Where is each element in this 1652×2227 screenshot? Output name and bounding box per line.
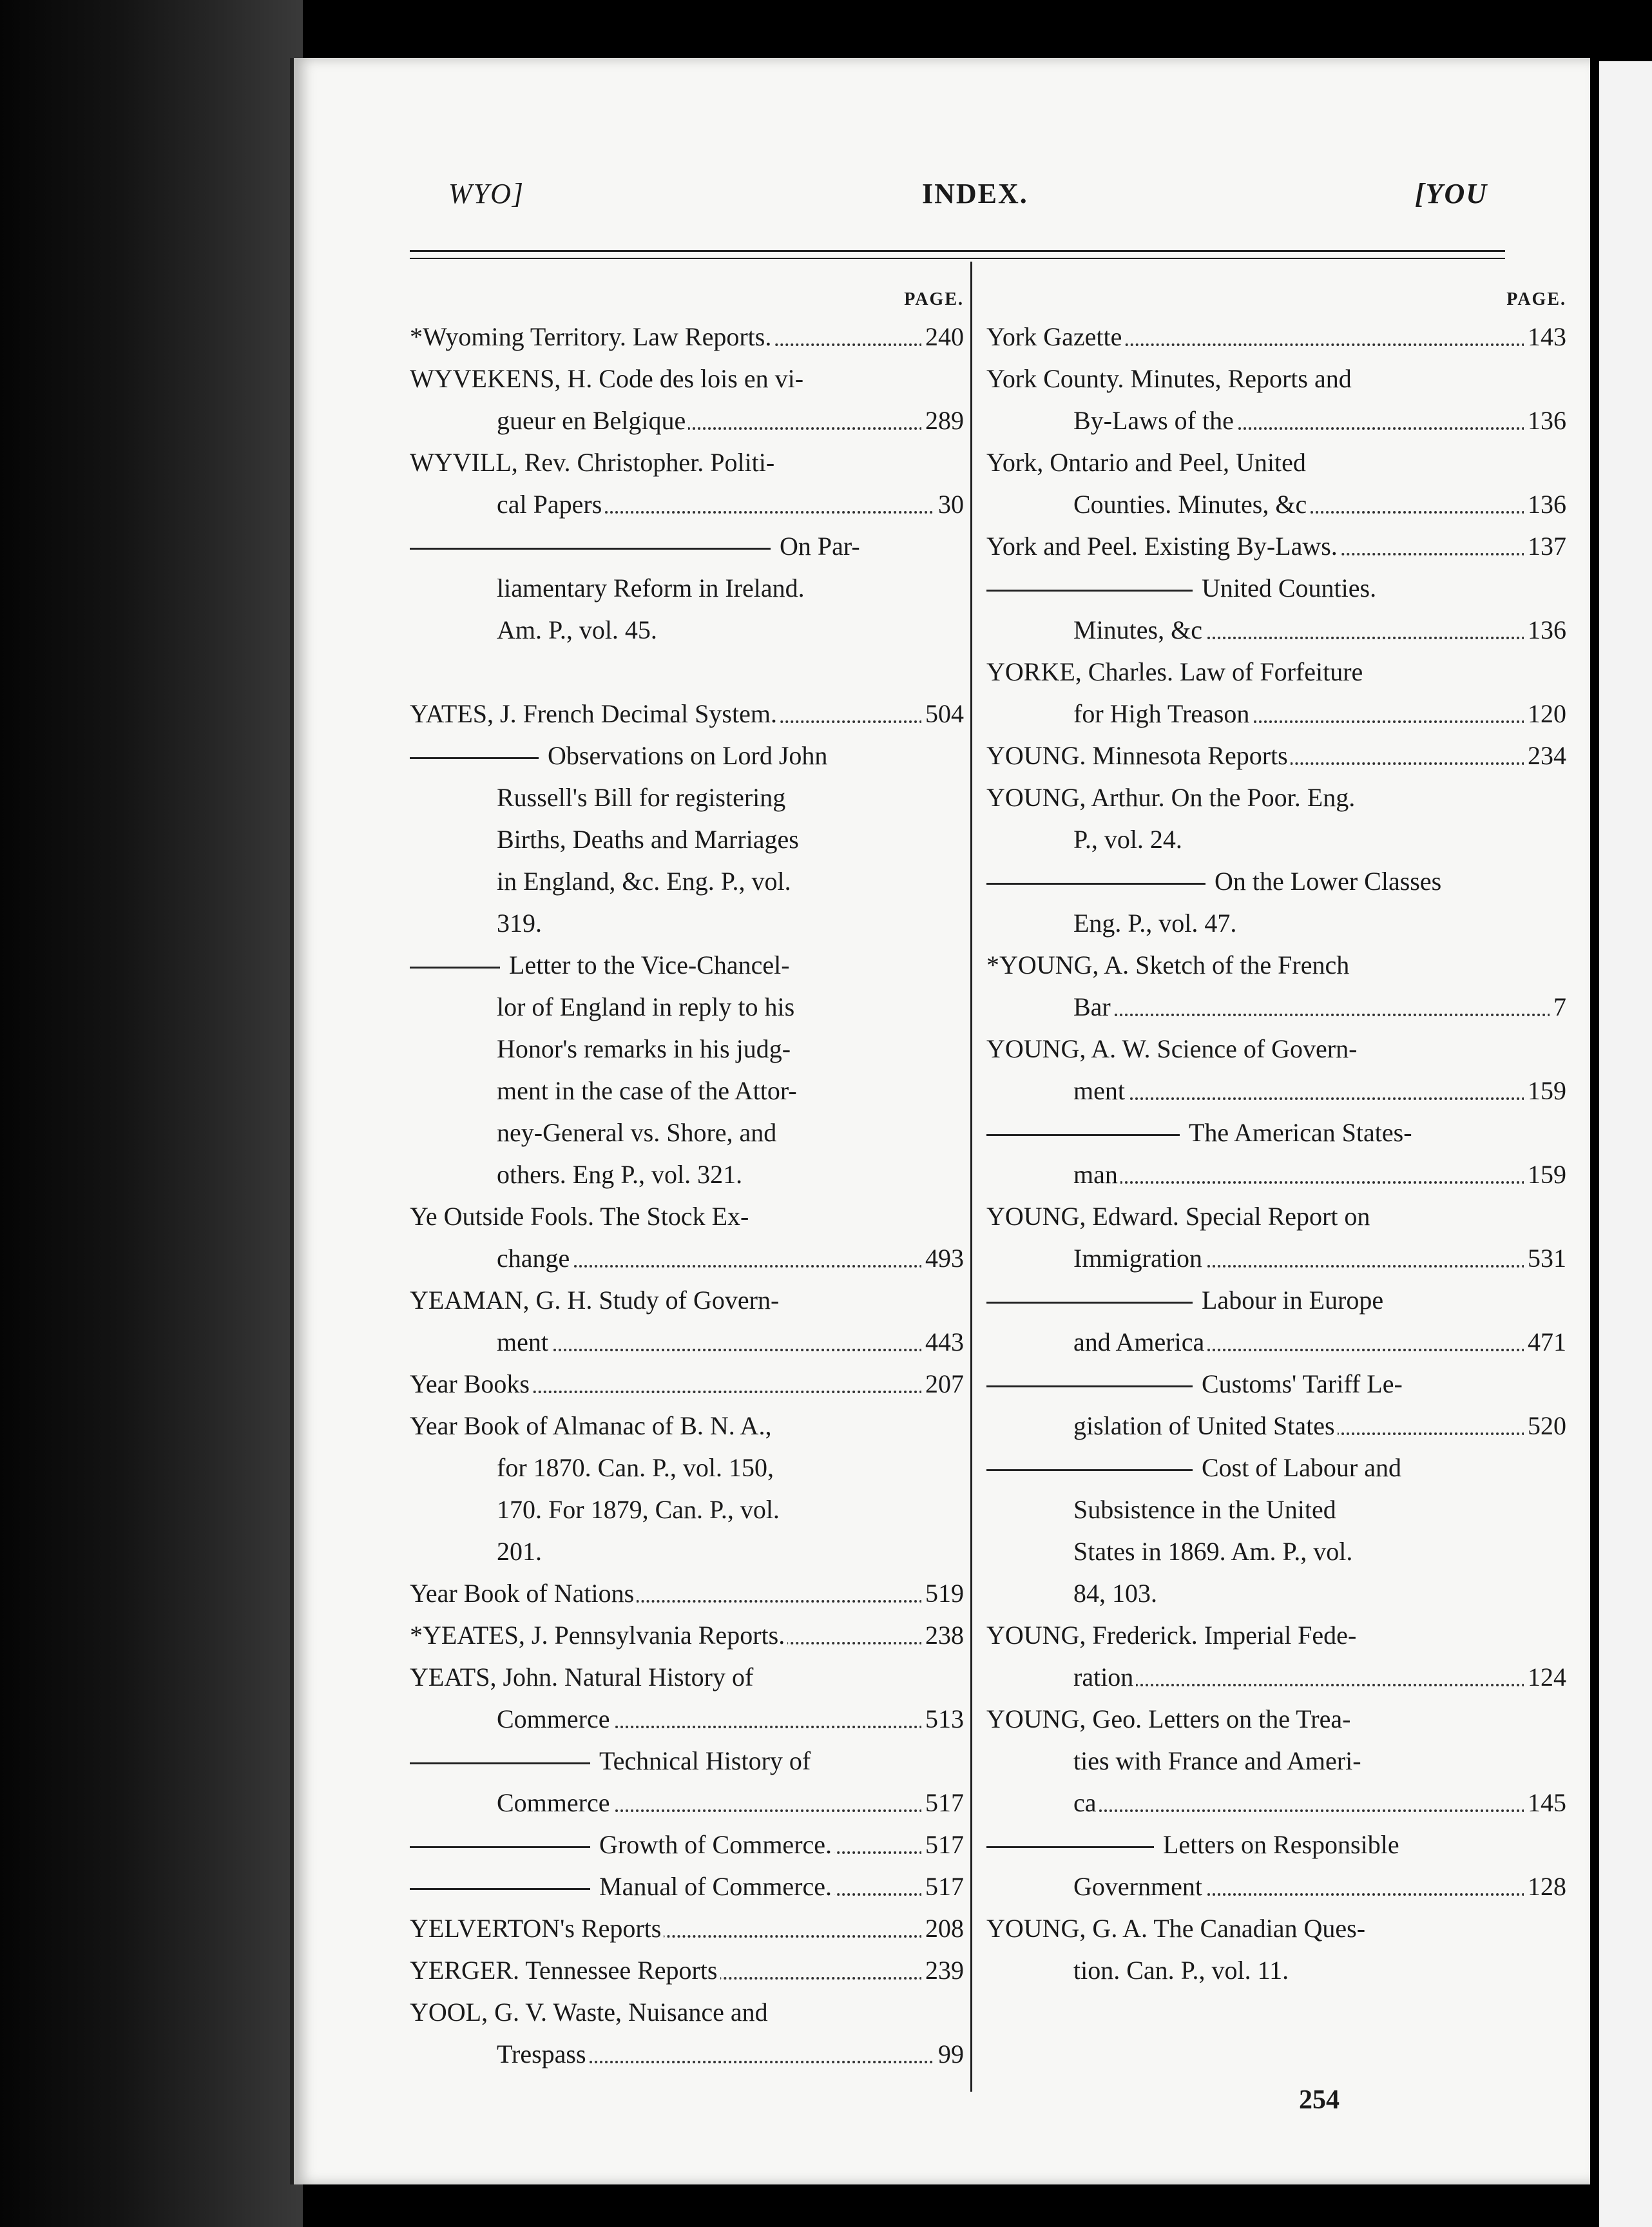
entry-page-number: 531 xyxy=(1524,1237,1566,1279)
entry-page-number: 128 xyxy=(1524,1865,1566,1907)
entry-text: Letters on Responsible xyxy=(1163,1830,1399,1859)
entry-line xyxy=(410,1824,964,1865)
dot-leaders xyxy=(1073,1684,1566,1686)
entry-line xyxy=(986,567,1566,609)
entry-line xyxy=(410,1112,964,1153)
entry-text: ca xyxy=(1073,1788,1097,1817)
index-entry xyxy=(410,1572,964,1614)
entry-line xyxy=(986,400,1566,441)
entry-line xyxy=(986,1363,1566,1405)
entry-page-number: 145 xyxy=(1524,1782,1566,1824)
entry-text: YOUNG, Arthur. On the Poor. Eng. xyxy=(986,783,1356,812)
entry-line xyxy=(986,986,1566,1028)
entry-line xyxy=(986,902,1566,944)
index-entry xyxy=(410,1614,964,1656)
entry-text: Bar xyxy=(1073,992,1111,1021)
entry-page-number: 240 xyxy=(921,316,964,358)
entry-text: ties with France and Ameri- xyxy=(1073,1746,1361,1775)
index-entry xyxy=(410,944,964,1195)
entry-page-number: 239 xyxy=(921,1949,964,1991)
entry-text: YOOL, G. V. Waste, Nuisance and xyxy=(410,1998,768,2027)
entry-text: ment xyxy=(497,1327,548,1356)
entry-text: By-Laws of the xyxy=(1073,406,1234,435)
entry-line xyxy=(986,1028,1566,1070)
entry-page-number: 136 xyxy=(1524,609,1566,651)
entry-text: change xyxy=(497,1244,570,1273)
entry-line xyxy=(986,1656,1566,1698)
entry-text: On Par- xyxy=(780,532,860,561)
header-left-guide: WYO] xyxy=(448,178,525,209)
entry-text: lor of England in reply to his xyxy=(497,992,795,1021)
entry-text: and America xyxy=(1073,1327,1205,1356)
entry-line xyxy=(410,1153,964,1195)
entry-text: YOUNG, Frederick. Imperial Fede- xyxy=(986,1621,1357,1650)
entry-text: in England, &c. Eng. P., vol. xyxy=(497,867,791,896)
entry-line xyxy=(410,525,964,567)
index-entry xyxy=(410,316,964,358)
entry-line xyxy=(410,1949,964,1991)
entry-line xyxy=(410,1489,964,1530)
entry-text: Honor's remarks in his judg- xyxy=(497,1034,791,1063)
entry-line xyxy=(410,986,964,1028)
entry-text: P., vol. 24. xyxy=(1073,825,1182,854)
index-entry xyxy=(410,1656,964,1740)
index-entry xyxy=(410,1991,964,2075)
entry-line xyxy=(410,1530,964,1572)
entry-line xyxy=(986,1824,1566,1865)
next-page-edge xyxy=(1599,61,1652,2227)
entry-text: for High Treason xyxy=(1073,699,1250,728)
entry-line xyxy=(986,1405,1566,1447)
index-entry xyxy=(410,1824,964,1865)
header-rule xyxy=(410,250,1505,252)
entry-text: ment xyxy=(1073,1076,1125,1105)
entry-page-number: 517 xyxy=(921,1865,964,1907)
dot-leaders xyxy=(1073,1014,1566,1016)
entry-gap xyxy=(410,651,964,693)
entry-line xyxy=(410,1321,964,1363)
entry-line xyxy=(410,1698,964,1740)
entry-text: Minutes, &c xyxy=(1073,615,1202,644)
index-entry xyxy=(986,525,1566,567)
entry-line xyxy=(986,483,1566,525)
entry-text: YEAMAN, G. H. Study of Govern- xyxy=(410,1286,780,1315)
index-entry xyxy=(410,1949,964,1991)
ditto-dash xyxy=(986,590,1193,592)
entry-text: gislation of United States xyxy=(1073,1411,1335,1440)
index-entry xyxy=(986,1112,1566,1195)
entry-line xyxy=(410,1028,964,1070)
entry-text: WYVEKENS, H. Code des lois en vi- xyxy=(410,364,804,393)
entry-text: YERGER. Tennessee Reports xyxy=(410,1956,718,1985)
entry-text: YOUNG, Edward. Special Report on xyxy=(986,1202,1370,1231)
ditto-dash xyxy=(410,548,771,550)
entry-page-number: 493 xyxy=(921,1237,964,1279)
entry-line xyxy=(410,2033,964,2075)
entry-line xyxy=(410,818,964,860)
page-number: 254 xyxy=(1299,2085,1340,2115)
ditto-dash xyxy=(410,1888,590,1890)
index-entry xyxy=(986,316,1566,358)
index-entry xyxy=(986,776,1566,860)
entry-text: YOUNG, G. A. The Canadian Ques- xyxy=(986,1914,1366,1943)
entry-line xyxy=(986,1195,1566,1237)
entry-page-number: 30 xyxy=(934,483,964,525)
entry-page-number: 517 xyxy=(921,1824,964,1865)
entry-text: 84, 103. xyxy=(1073,1579,1157,1608)
entry-line xyxy=(986,1949,1566,1991)
entry-text: cal Papers xyxy=(497,490,602,519)
index-entry xyxy=(410,1363,964,1405)
entry-text: Ye Outside Fools. The Stock Ex- xyxy=(410,1202,749,1231)
entry-line xyxy=(410,1740,964,1782)
entry-page-number: 136 xyxy=(1524,483,1566,525)
entry-text: Births, Deaths and Marriages xyxy=(497,825,799,854)
entry-line xyxy=(410,1572,964,1614)
entry-line xyxy=(410,902,964,944)
entry-line xyxy=(986,1530,1566,1572)
entry-text: YOUNG, A. W. Science of Govern- xyxy=(986,1034,1358,1063)
dot-leaders xyxy=(1073,1181,1566,1184)
entry-text: liamentary Reform in Ireland. xyxy=(497,574,805,603)
entry-page-number: 120 xyxy=(1524,693,1566,735)
entry-line xyxy=(986,1698,1566,1740)
entry-page-number: 207 xyxy=(921,1363,964,1405)
ditto-dash xyxy=(986,1469,1193,1471)
column-page-label: PAGE. xyxy=(1506,289,1566,309)
running-header xyxy=(294,177,1590,222)
entry-line xyxy=(986,1782,1566,1824)
index-entry xyxy=(986,651,1566,735)
entry-line xyxy=(986,1112,1566,1153)
entry-line xyxy=(986,1070,1566,1112)
index-entry xyxy=(986,944,1566,1028)
ditto-dash xyxy=(410,757,539,759)
entry-line xyxy=(410,944,964,986)
header-rule-thin xyxy=(410,258,1505,259)
entry-text: gueur en Belgique xyxy=(497,406,686,435)
entry-line xyxy=(986,1447,1566,1489)
header-title: INDEX. xyxy=(922,178,1028,209)
index-entry xyxy=(986,358,1566,441)
entry-line xyxy=(986,1865,1566,1907)
index-entry xyxy=(986,1195,1566,1279)
entry-text: tion. Can. P., vol. 11. xyxy=(1073,1956,1289,1985)
entry-text: Commerce xyxy=(497,1704,610,1733)
entry-text: York Gazette xyxy=(986,322,1122,351)
entry-text: York and Peel. Existing By-Laws. xyxy=(986,532,1338,561)
ditto-dash xyxy=(986,1302,1193,1304)
entry-page-number: 124 xyxy=(1524,1656,1566,1698)
entry-text: ney-General vs. Shore, and xyxy=(497,1118,777,1147)
entry-text: Manual of Commerce. xyxy=(599,1872,832,1901)
entry-text: Immigration xyxy=(1073,1244,1202,1273)
ditto-dash xyxy=(986,883,1205,885)
entry-text: Growth of Commerce. xyxy=(599,1830,832,1859)
entry-line xyxy=(410,1865,964,1907)
entry-page-number: 143 xyxy=(1524,316,1566,358)
index-entry xyxy=(986,441,1566,525)
dot-leaders xyxy=(1073,1097,1566,1100)
entry-line xyxy=(410,1070,964,1112)
entry-page-number: 517 xyxy=(921,1782,964,1824)
entry-line xyxy=(410,441,964,483)
ditto-dash xyxy=(410,1762,590,1764)
index-entry-list xyxy=(410,316,964,2075)
entry-line xyxy=(986,1279,1566,1321)
entry-page-number: 520 xyxy=(1524,1405,1566,1447)
entry-line xyxy=(410,1991,964,2033)
entry-line xyxy=(410,1279,964,1321)
index-entry xyxy=(410,1279,964,1363)
entry-text: Labour in Europe xyxy=(1202,1286,1384,1315)
scan-border-left xyxy=(0,0,303,2227)
entry-line xyxy=(986,1153,1566,1195)
ditto-dash xyxy=(986,1385,1193,1387)
entry-text: ration xyxy=(1073,1663,1134,1692)
entry-line xyxy=(986,818,1566,860)
entry-line xyxy=(410,1782,964,1824)
entry-page-number: 7 xyxy=(1550,986,1566,1028)
entry-text: Year Book of Almanac of B. N. A., xyxy=(410,1411,772,1440)
entry-text: Cost of Labour and xyxy=(1202,1453,1401,1482)
entry-page-number: 504 xyxy=(921,693,964,735)
entry-text: YOUNG. Minnesota Reports xyxy=(986,741,1288,770)
entry-line xyxy=(410,400,964,441)
index-entry xyxy=(410,1907,964,1949)
dot-leaders xyxy=(497,1349,964,1351)
entry-text: Eng. P., vol. 47. xyxy=(1073,909,1237,938)
index-entry xyxy=(986,1279,1566,1363)
column-page-label: PAGE. xyxy=(904,289,964,309)
entry-line xyxy=(986,735,1566,776)
entry-line xyxy=(986,1740,1566,1782)
entry-text: The American States- xyxy=(1189,1118,1412,1147)
index-entry xyxy=(410,1865,964,1907)
index-column-left xyxy=(410,284,964,2075)
entry-text: Government xyxy=(1073,1872,1202,1901)
index-entry xyxy=(986,1363,1566,1447)
entry-line xyxy=(986,609,1566,651)
entry-line xyxy=(410,1363,964,1405)
entry-page-number: 159 xyxy=(1524,1153,1566,1195)
index-entry xyxy=(410,358,964,441)
header-right-guide: [YOU xyxy=(1415,178,1488,209)
entry-page-number: 471 xyxy=(1524,1321,1566,1363)
document-page xyxy=(290,58,1590,2184)
entry-text: for 1870. Can. P., vol. 150, xyxy=(497,1453,774,1482)
entry-text: 201. xyxy=(497,1537,542,1566)
entry-line xyxy=(410,483,964,525)
entry-page-number: 443 xyxy=(921,1321,964,1363)
entry-page-number: 238 xyxy=(921,1614,964,1656)
entry-line xyxy=(410,1907,964,1949)
index-entry xyxy=(986,1698,1566,1824)
index-column-right xyxy=(986,284,1566,1991)
entry-page-number: 136 xyxy=(1524,400,1566,441)
entry-text: WYVILL, Rev. Christopher. Politi- xyxy=(410,448,775,477)
entry-line xyxy=(986,693,1566,735)
entry-line xyxy=(410,1405,964,1447)
entry-page-number: 234 xyxy=(1524,735,1566,776)
index-entry xyxy=(410,1405,964,1572)
index-entry xyxy=(986,1824,1566,1907)
entry-line xyxy=(986,1907,1566,1949)
entry-line xyxy=(410,860,964,902)
entry-line xyxy=(986,1321,1566,1363)
entry-line xyxy=(986,1237,1566,1279)
entry-line xyxy=(410,693,964,735)
entry-text: Year Books xyxy=(410,1369,530,1398)
entry-line xyxy=(986,525,1566,567)
entry-text: Year Book of Nations xyxy=(410,1579,635,1608)
entry-text: Technical History of xyxy=(599,1746,811,1775)
index-entry xyxy=(986,1614,1566,1698)
index-entry xyxy=(410,525,964,651)
entry-text: On the Lower Classes xyxy=(1215,867,1442,896)
entry-line xyxy=(410,316,964,358)
entry-text: Observations on Lord John xyxy=(548,741,828,770)
entry-line xyxy=(410,1614,964,1656)
entry-text: YELVERTON's Reports xyxy=(410,1914,662,1943)
entry-text: man xyxy=(1073,1160,1118,1189)
entry-text: others. Eng P., vol. 321. xyxy=(497,1160,743,1189)
entry-page-number: 99 xyxy=(934,2033,964,2075)
ditto-dash xyxy=(986,1846,1154,1848)
entry-text: Counties. Minutes, &c xyxy=(1073,490,1307,519)
entry-text: Letter to the Vice-Chancel- xyxy=(509,950,790,979)
entry-line xyxy=(410,567,964,609)
index-entry xyxy=(986,1028,1566,1112)
entry-text: ment in the case of the Attor- xyxy=(497,1076,797,1105)
ditto-dash xyxy=(410,967,500,969)
entry-line xyxy=(410,1447,964,1489)
entry-text: York, Ontario and Peel, United xyxy=(986,448,1306,477)
entry-text: Am. P., vol. 45. xyxy=(497,615,657,644)
index-entry xyxy=(986,860,1566,944)
entry-text: YEATS, John. Natural History of xyxy=(410,1663,754,1692)
entry-line xyxy=(410,609,964,651)
entry-line xyxy=(986,1572,1566,1614)
entry-text: *YOUNG, A. Sketch of the French xyxy=(986,950,1350,979)
entry-page-number: 137 xyxy=(1524,525,1566,567)
column-divider xyxy=(970,262,972,2092)
entry-text: YATES, J. French Decimal System. xyxy=(410,699,777,728)
index-entry xyxy=(410,1740,964,1824)
entry-text: York County. Minutes, Reports and xyxy=(986,364,1352,393)
entry-text: *Wyoming Territory. Law Reports. xyxy=(410,322,772,351)
entry-line xyxy=(410,1195,964,1237)
index-entry xyxy=(986,567,1566,651)
index-entry xyxy=(986,1907,1566,1991)
entry-page-number: 289 xyxy=(921,400,964,441)
entry-page-number: 519 xyxy=(921,1572,964,1614)
entry-text: Russell's Bill for registering xyxy=(497,783,786,812)
entry-line xyxy=(410,1656,964,1698)
index-entry xyxy=(410,441,964,525)
entry-line xyxy=(986,1614,1566,1656)
entry-text: Subsistence in the United xyxy=(1073,1495,1336,1524)
entry-line xyxy=(986,1489,1566,1530)
entry-page-number: 208 xyxy=(921,1907,964,1949)
entry-line xyxy=(410,1237,964,1279)
entry-text: States in 1869. Am. P., vol. xyxy=(1073,1537,1353,1566)
entry-page-number: 159 xyxy=(1524,1070,1566,1112)
entry-line xyxy=(410,358,964,400)
entry-text: *YEATES, J. Pennsylvania Reports. xyxy=(410,1621,785,1650)
entry-text: 170. For 1879, Can. P., vol. xyxy=(497,1495,780,1524)
ditto-dash xyxy=(986,1134,1180,1136)
index-entry xyxy=(986,1447,1566,1614)
index-entry xyxy=(410,735,964,944)
dot-leaders xyxy=(1073,1809,1566,1812)
entry-line xyxy=(410,776,964,818)
entry-page-number: 513 xyxy=(921,1698,964,1740)
entry-text: Customs' Tariff Le- xyxy=(1202,1369,1403,1398)
entry-line xyxy=(986,358,1566,400)
index-entry xyxy=(410,693,964,735)
entry-line xyxy=(986,651,1566,693)
entry-text: 319. xyxy=(497,909,542,938)
entry-line xyxy=(986,860,1566,902)
entry-line xyxy=(986,944,1566,986)
entry-line xyxy=(986,776,1566,818)
entry-line xyxy=(986,441,1566,483)
entry-text: YOUNG, Geo. Letters on the Trea- xyxy=(986,1704,1351,1733)
index-entry xyxy=(986,735,1566,776)
ditto-dash xyxy=(410,1846,590,1848)
entry-text: Commerce xyxy=(497,1788,610,1817)
entry-line xyxy=(986,316,1566,358)
entry-text: Trespass xyxy=(497,2039,586,2068)
entry-text: YORKE, Charles. Law of Forfeiture xyxy=(986,657,1363,686)
index-entry-list xyxy=(986,316,1566,1991)
entry-line xyxy=(410,735,964,776)
entry-text: United Counties. xyxy=(1202,574,1377,603)
index-entry xyxy=(410,1195,964,1279)
